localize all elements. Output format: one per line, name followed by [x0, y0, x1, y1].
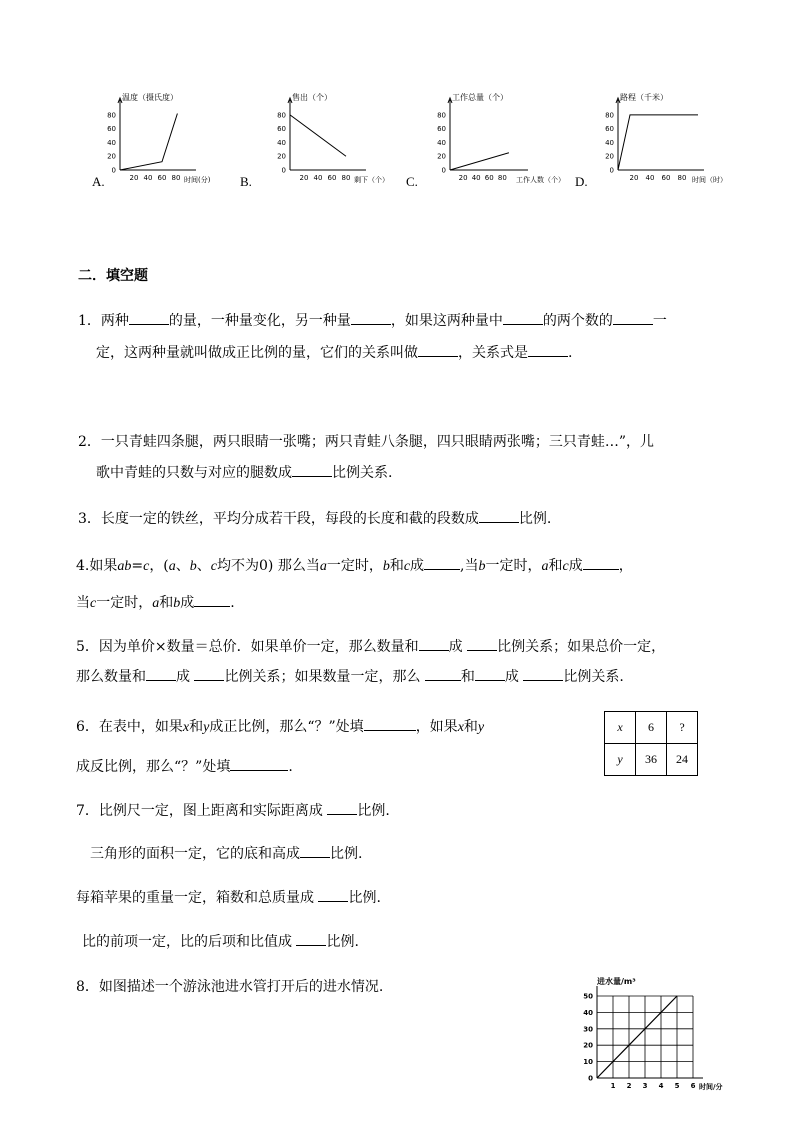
q5-blank-2[interactable] — [467, 636, 497, 651]
q4-text: 成 — [180, 595, 195, 611]
x-tick-label: 40 — [471, 174, 481, 182]
y-tick-label: 20 — [605, 152, 614, 161]
q4-text: 、 — [175, 558, 190, 574]
q3-text: 比例. — [518, 511, 552, 527]
y-tick-label: 0 — [281, 166, 286, 175]
q1-blank-2[interactable] — [351, 310, 391, 325]
q5-text: 5．因为单价×数量＝总价．如果单价一定，那么数量和 — [76, 639, 419, 655]
q7-blank-2[interactable] — [300, 843, 330, 858]
q4-var: c — [403, 559, 411, 574]
q7-blank-4[interactable] — [296, 931, 326, 946]
y-axis-title: 售出（个） — [292, 93, 332, 102]
q1-blank-1[interactable] — [129, 310, 169, 325]
q2-text: 比例关系. — [332, 465, 393, 481]
q5-blank-3[interactable] — [146, 666, 176, 681]
y-tick-label: 80 — [605, 111, 614, 120]
q4-blank-2[interactable] — [583, 555, 619, 570]
q7-text: 比例. — [348, 890, 381, 906]
y-axis-title: 温度（摄氏度） — [122, 93, 178, 102]
y-axis-title: 工作总量（个） — [452, 93, 508, 102]
option-graph-d-svg — [600, 90, 740, 190]
q4-var: a — [319, 559, 327, 574]
series-line — [597, 996, 677, 1078]
x-tick-label: 80 — [677, 174, 687, 182]
y-tick-label: 20 — [107, 152, 116, 161]
y-tick-label: 80 — [107, 111, 116, 120]
x-tick-label: 60 — [484, 174, 494, 182]
y-tick-label: 60 — [605, 125, 614, 134]
y-tick-label: 0 — [588, 1074, 593, 1083]
q5-text: 成 — [176, 669, 190, 685]
option-graph-a-svg — [100, 90, 240, 190]
q5-blank-7[interactable] — [523, 666, 563, 681]
y-tick-label: 50 — [583, 992, 593, 1001]
q7-text: 7．比例尺一定，图上距离和实际距离成 — [76, 803, 323, 819]
q5-blank-6[interactable] — [475, 666, 505, 681]
x-tick-label: 20 — [129, 174, 139, 182]
q1-line-1 — [78, 310, 667, 331]
x-tick-label: 2 — [626, 1082, 632, 1090]
q6-var: x — [457, 720, 464, 735]
x-tick-label: 80 — [497, 174, 507, 182]
x-tick-label: 40 — [313, 174, 323, 182]
q4-blank-1[interactable] — [424, 555, 460, 570]
option-graph-a — [100, 90, 240, 190]
q2-text: 2．一只青蛙四条腿，两只眼睛一张嘴；两只青蛙八条腿，四只眼睛两张嘴；三只青蛙…”，儿 — [78, 434, 655, 450]
q5-blank-1[interactable] — [419, 636, 449, 651]
q6-text: ，如果 — [415, 719, 458, 735]
option-graph-b — [270, 90, 410, 190]
q5-line-2 — [76, 666, 624, 687]
y-tick-label: 40 — [277, 138, 286, 147]
x-axis-title: 时间(分) — [184, 176, 211, 184]
y-tick-label: 0 — [441, 166, 446, 175]
x-tick-label: 1 — [610, 1082, 616, 1090]
q4-text: 均不为0) 那么当 — [217, 558, 320, 574]
q4-text: 成 — [568, 558, 583, 574]
y-tick-label: 80 — [277, 111, 286, 120]
q4-var: c — [143, 559, 150, 574]
table-cell: y — [605, 744, 636, 776]
x-axis-title: 时间/分 — [699, 1083, 723, 1091]
graph-line — [120, 114, 177, 170]
y-axis-title: 进水量/m³ — [597, 977, 636, 986]
x-tick-label: 20 — [458, 174, 468, 182]
table-cell: ? — [667, 712, 698, 744]
y-tick-label: 60 — [277, 125, 286, 134]
option-label-b[interactable]: B. — [240, 174, 252, 189]
y-tick-label: 20 — [277, 152, 286, 161]
x-tick-label: 80 — [341, 174, 351, 182]
graph-line — [290, 115, 346, 156]
y-tick-label: 0 — [111, 166, 116, 175]
q2-line-1 — [78, 432, 654, 452]
q4-var: a — [168, 559, 176, 574]
q1-text: 定，这两种量就叫做成正比例的量，它们的关系叫做 — [96, 345, 418, 361]
q4-var: b — [173, 596, 181, 611]
x-axis-title: 工作人数（个） — [516, 176, 565, 184]
q4-text: ，( — [149, 558, 169, 574]
q5-line-1 — [76, 636, 665, 657]
q5-blank-5[interactable] — [425, 666, 461, 681]
table-cell: x — [605, 712, 636, 744]
table-cell: 24 — [667, 744, 698, 776]
q4-text: 当 — [76, 595, 90, 611]
y-axis-title: 路程（千米） — [620, 93, 668, 102]
q5-text: 比例关系；如果数量一定，那么 — [224, 669, 421, 685]
q3-text: 3．长度一定的铁丝，平均分成若干段，每段的长度和截的段数成 — [78, 511, 479, 527]
q7-blank-1[interactable] — [327, 800, 357, 815]
x-tick-label: 20 — [629, 174, 639, 182]
option-graph-b-svg — [270, 90, 410, 190]
q7-blank-3[interactable] — [318, 887, 348, 902]
q7-text: 比例. — [326, 934, 359, 950]
y-tick-label: 40 — [583, 1008, 593, 1017]
graph-line — [618, 115, 698, 170]
q4-line-1 — [76, 555, 633, 577]
q6-line-2 — [76, 756, 293, 777]
water-inflow-chart-svg — [575, 972, 755, 1097]
q4-var: b — [382, 559, 390, 574]
q4-var: ab — [117, 559, 132, 574]
q5-text: 成 — [448, 639, 463, 655]
xy-table — [604, 711, 698, 776]
section-title: 二．填空题 — [78, 268, 148, 284]
x-tick-label: 40 — [143, 174, 153, 182]
q4-text: 一定时， — [96, 595, 153, 611]
q4-text: 、 — [196, 558, 211, 574]
q7-line-4 — [82, 931, 359, 952]
q6-var: x — [182, 720, 190, 735]
q1-text: 一 — [652, 313, 667, 329]
q5-blank-4[interactable] — [194, 666, 224, 681]
q4-text: 一定时， — [485, 558, 542, 574]
table-row — [605, 744, 698, 776]
q4-text: . — [230, 595, 235, 611]
q6-text: 和 — [463, 719, 478, 735]
q6-text: . — [288, 759, 293, 775]
q6-line-1 — [76, 716, 484, 738]
q4-text: 和 — [548, 558, 563, 574]
q6-text: 和 — [189, 719, 204, 735]
q4-blank-3[interactable] — [194, 592, 230, 607]
q1-blank-6[interactable] — [528, 342, 568, 357]
y-tick-label: 40 — [437, 138, 446, 147]
q4-text: ， — [618, 558, 633, 574]
x-tick-label: 5 — [674, 1082, 680, 1090]
y-tick-label: 60 — [437, 125, 446, 134]
q4-var: c — [90, 596, 97, 611]
x-tick-label: 4 — [658, 1082, 664, 1090]
y-tick-label: 40 — [107, 138, 116, 147]
q4-text: ,当 — [460, 558, 479, 574]
y-tick-label: 20 — [437, 152, 446, 161]
q1-text: 的量，一种量变化，另一种量 — [168, 313, 351, 329]
y-tick-label: 40 — [605, 138, 614, 147]
x-tick-label: 6 — [690, 1082, 696, 1090]
q5-text: 和 — [460, 669, 475, 685]
q7-line-1 — [76, 800, 390, 821]
q4-var: c — [210, 559, 217, 574]
q1-blank-4[interactable] — [613, 310, 653, 325]
x-tick-label: 3 — [642, 1082, 648, 1090]
x-tick-label: 80 — [171, 174, 181, 182]
table-row — [605, 712, 698, 744]
q6-text: 成反比例，那么“？”处填 — [76, 759, 231, 775]
q1-text: ，如果这两种量中 — [390, 313, 503, 329]
q4-text: 成 — [410, 558, 425, 574]
q1-text: . — [568, 345, 573, 361]
y-tick-label: 10 — [583, 1058, 593, 1067]
option-label-d[interactable]: D. — [575, 174, 588, 189]
option-label-c[interactable]: C. — [406, 174, 418, 189]
q4-var: b — [478, 559, 486, 574]
q7-text: 比例. — [330, 846, 363, 862]
q1-line-2 — [96, 342, 572, 363]
q6-text: 6．在表中，如果 — [76, 719, 183, 735]
q7-text: 比例. — [357, 803, 390, 819]
q4-text: 4.如果 — [76, 558, 118, 574]
y-tick-label: 0 — [609, 166, 614, 175]
q7-text: 三角形的面积一定，它的底和高成 — [90, 846, 300, 862]
q4-var: b — [189, 559, 197, 574]
q4-text: 一定时， — [326, 558, 383, 574]
y-tick-label: 30 — [583, 1025, 593, 1034]
q7-text: 每箱苹果的重量一定，箱数和总质量成 — [76, 890, 314, 906]
q1-blank-5[interactable] — [418, 342, 458, 357]
q6-var: y — [477, 720, 485, 735]
table-cell: 36 — [636, 744, 667, 776]
y-tick-label: 80 — [437, 111, 446, 120]
option-graph-d — [600, 90, 740, 190]
x-tick-label: 60 — [327, 174, 337, 182]
x-tick-label: 60 — [157, 174, 167, 182]
q4-var: a — [152, 596, 160, 611]
q2-line-2 — [96, 462, 392, 483]
q6-text: 成正比例，那么“？”处填 — [209, 719, 364, 735]
q2-blank[interactable] — [292, 462, 332, 477]
q1-text: ，关系式是 — [458, 345, 528, 361]
q4-line-2 — [76, 592, 235, 614]
q5-text: 比例关系. — [563, 669, 624, 685]
q3-line — [78, 508, 551, 529]
graph-line — [450, 153, 509, 170]
x-axis-title: 剩下（个） — [354, 176, 389, 184]
q7-line-3 — [76, 887, 381, 908]
q7-text: 比的前项一定，比的后项和比值成 — [82, 934, 292, 950]
x-tick-label: 60 — [661, 174, 671, 182]
q4-var: c — [562, 559, 569, 574]
q1-text: 1．两种 — [78, 313, 129, 329]
q4-text: = — [131, 558, 144, 574]
option-label-a[interactable]: A. — [92, 174, 105, 189]
q8-text: 8．如图描述一个游泳池进水管打开后的进水情况. — [76, 979, 384, 995]
x-tick-label: 40 — [645, 174, 655, 182]
option-graph-c — [430, 90, 580, 190]
q8-line — [76, 977, 383, 997]
q4-text: 和 — [389, 558, 404, 574]
q6-blank-1[interactable] — [364, 716, 416, 731]
q1-blank-3[interactable] — [503, 310, 543, 325]
q4-text: 和 — [159, 595, 174, 611]
y-tick-label: 60 — [107, 125, 116, 134]
table-cell: 6 — [636, 712, 667, 744]
q2-text: 歌中青蛙的只数与对应的腿数成 — [96, 465, 292, 481]
q1-text: 的两个数的 — [542, 313, 613, 329]
q6-blank-2[interactable] — [230, 756, 288, 771]
q5-text: 那么数量和 — [76, 669, 146, 685]
x-axis-title: 时间（时） — [692, 176, 727, 184]
x-tick-label: 20 — [299, 174, 309, 182]
q5-text: 比例关系；如果总价一定， — [497, 639, 666, 655]
q6-var: y — [203, 720, 210, 735]
option-graph-c-svg — [430, 90, 580, 190]
q4-var: a — [541, 559, 549, 574]
y-tick-label: 20 — [583, 1041, 593, 1050]
water-inflow-chart — [575, 972, 755, 1097]
q3-blank[interactable] — [479, 508, 519, 523]
q7-line-2 — [90, 843, 362, 864]
q5-text: 成 — [504, 669, 519, 685]
